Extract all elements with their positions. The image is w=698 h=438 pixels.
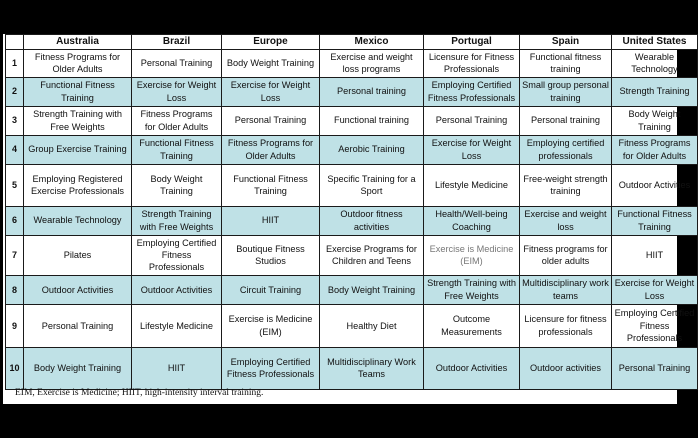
table-cell: Body Weight Training [320,275,424,304]
table-row [6,275,698,304]
rank-cell: 1 [6,49,24,77]
table-cell: Outdoor Activities [612,164,698,206]
table-row [6,135,698,164]
table-footnote: EIM, Exercise is Medicine; HIIT, high-intensity interval training. [15,388,264,398]
header-cell: Australia [24,35,132,50]
table-cell: Body Weight Training [222,49,320,77]
table-cell: Exercise and weight loss programs [320,49,424,77]
table-cell: Strength Training [612,77,698,106]
table-cell: Multidisciplinary work teams [520,275,612,304]
table-cell: Strength Training with Free Weights [424,275,520,304]
table-cell: Exercise for Weight Loss [222,77,320,106]
table-cell: Group Exercise Training [24,135,132,164]
table-cell: Aerobic Training [320,135,424,164]
table-cell: Exercise for Weight Loss [612,275,698,304]
table-cell: Outdoor Activities [424,347,520,389]
table-cell: Strength Training with Free Weights [132,206,222,235]
table-cell: Licensure for fitness professionals [520,304,612,347]
table-cell: Employing certified professionals [520,135,612,164]
table-cell: Fitness Programs for Older Adults [24,49,132,77]
header-cell: United States [612,35,698,50]
table-cell: Small group personal training [520,77,612,106]
table-cell: Exercise Programs for Children and Teens [320,235,424,275]
table-cell: Multidisciplinary Work Teams [320,347,424,389]
table-cell: Exercise is Medicine (EIM) [222,304,320,347]
table-cell: Healthy Diet [320,304,424,347]
table-cell: Lifestyle Medicine [424,164,520,206]
table-cell: Personal Training [132,49,222,77]
table-cell: Exercise for Weight Loss [132,77,222,106]
table-row [6,164,698,206]
table-cell: Free-weight strength training [520,164,612,206]
table-cell: Personal training [520,106,612,135]
table-cell: Fitness Programs for Older Adults [132,106,222,135]
table-cell: Boutique Fitness Studios [222,235,320,275]
table-cell: HIIT [132,347,222,389]
header-row [6,35,698,50]
table-row [6,49,698,77]
table-cell: Exercise is Medicine (EIM) [424,235,520,275]
document-page [3,34,695,404]
table-row [6,106,698,135]
header-cell: Brazil [132,35,222,50]
table-cell: Lifestyle Medicine [132,304,222,347]
table-row [6,77,698,106]
rank-cell: 6 [6,206,24,235]
rank-cell: 5 [6,164,24,206]
table-cell: HIIT [222,206,320,235]
table-cell: Exercise for Weight Loss [424,135,520,164]
table-cell: Employing Certified Fitness Professionals [222,347,320,389]
table-cell: Body Weight Training [612,106,698,135]
rank-cell: 2 [6,77,24,106]
table-cell: Functional training [320,106,424,135]
header-cell: Europe [222,35,320,50]
table-cell: Exercise and weight loss [520,206,612,235]
table-row [6,347,698,389]
table-row [6,206,698,235]
table-cell: Outdoor Activities [132,275,222,304]
table-row [6,304,698,347]
table-cell: Fitness Programs for Older Adults [222,135,320,164]
table-cell: Functional Fitness Training [24,77,132,106]
table-cell: Personal training [320,77,424,106]
table-cell: Functional Fitness Training [222,164,320,206]
table-cell: Outdoor Activities [24,275,132,304]
table-cell: Personal Training [24,304,132,347]
table-cell: Specific Training for a Sport [320,164,424,206]
table-cell: Functional Fitness Training [612,206,698,235]
table-cell: Wearable Technology [612,49,698,77]
table-cell: Outdoor activities [520,347,612,389]
header-cell: Mexico [320,35,424,50]
header-cell: Spain [520,35,612,50]
table-cell: Employing Certified Fitness Professionals [132,235,222,275]
table-cell: Fitness programs for older adults [520,235,612,275]
rank-cell: 4 [6,135,24,164]
table-cell: Employing Certified Fitness Professionals [424,77,520,106]
header-cell: Portugal [424,35,520,50]
table-cell: Employing Registered Exercise Professionals [24,164,132,206]
table-cell: Personal Training [222,106,320,135]
table-cell: Body Weight Training [24,347,132,389]
table-cell: Wearable Technology [24,206,132,235]
table-cell: Outdoor fitness activities [320,206,424,235]
rank-cell: 9 [6,304,24,347]
table-cell: Strength Training with Free Weights [24,106,132,135]
table-cell: Pilates [24,235,132,275]
table-cell: Circuit Training [222,275,320,304]
header-cell [6,35,24,50]
rank-cell: 7 [6,235,24,275]
rank-cell: 10 [6,347,24,389]
table-row [6,235,698,275]
table-cell: Health/Well-being Coaching [424,206,520,235]
table-cell: Personal Training [612,347,698,389]
table-cell: Licensure for Fitness Professionals [424,49,520,77]
fitness-trends-table [5,34,698,390]
table-cell: HIIT [612,235,698,275]
rank-cell: 3 [6,106,24,135]
table-cell: Functional Fitness Training [132,135,222,164]
table-cell: Body Weight Training [132,164,222,206]
table-cell: Fitness Programs for Older Adults [612,135,698,164]
table-cell: Personal Training [424,106,520,135]
table-cell: Employing Certified Fitness Professionals [612,304,698,347]
table-cell: Functional fitness training [520,49,612,77]
rank-cell: 8 [6,275,24,304]
table-cell: Outcome Measurements [424,304,520,347]
